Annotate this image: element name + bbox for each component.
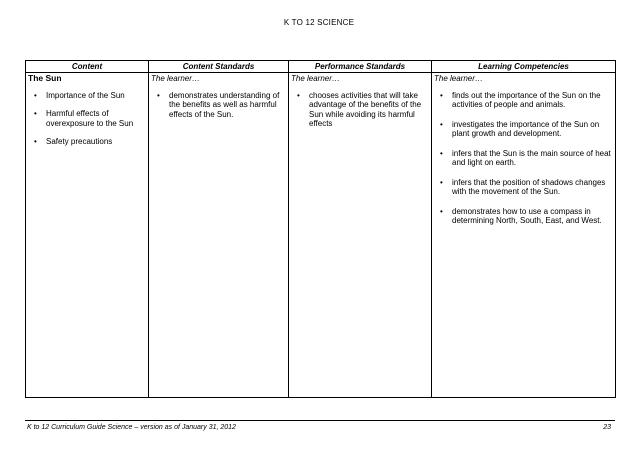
list-item: • finds out the importance of the Sun on the activities of people and animals. [434, 91, 613, 110]
footer-divider [25, 420, 615, 421]
page-header-title: K TO 12 SCIENCE [283, 18, 355, 27]
footer-version-note: K to 12 Curriculum Guide Science – version as of January 31, 2012 [27, 424, 236, 431]
table-row [26, 73, 616, 398]
performance-standards-cell [289, 73, 432, 398]
learning-competencies-list [434, 91, 613, 226]
list-item: • infers that the position of shadows changes with the movement of the Sun. [434, 178, 613, 197]
learning-competencies-cell [432, 73, 616, 398]
table-header-row [26, 61, 616, 73]
list-item: • chooses activities that will take advantage of the benefits of the Sun while avoiding its harmful effects [291, 91, 429, 129]
list-item: • infers that the Sun is the main source of heat and light on earth. [434, 149, 613, 168]
list-item: • Importance of the Sun [28, 91, 146, 101]
list-item: • investigates the importance of the Sun on plant growth and development. [434, 120, 613, 139]
content-list [28, 91, 146, 147]
list-item: • Safety precautions [28, 137, 146, 147]
learner-intro: The learner… [434, 74, 483, 83]
column-header-content-standards: Content Standards [149, 61, 289, 73]
learner-intro: The learner… [291, 74, 340, 83]
column-header-content: Content [26, 61, 149, 73]
list-item: • Harmful effects of overexposure to the Sun [28, 109, 146, 128]
list-item: • demonstrates how to use a compass in determining North, South, East, and West. [434, 207, 613, 226]
learner-intro: The learner… [151, 74, 200, 83]
topic-title: The Sun [28, 73, 62, 83]
page-number: 23 [603, 424, 611, 431]
content-standards-cell [149, 73, 289, 398]
content-cell [26, 73, 149, 398]
column-header-performance-standards: Performance Standards [289, 61, 432, 73]
curriculum-table [25, 60, 616, 398]
performance-standards-list [291, 91, 429, 129]
list-item: • demonstrates understanding of the benefits as well as harmful effects of the Sun. [151, 91, 286, 120]
column-header-learning-competencies: Learning Competencies [432, 61, 616, 73]
content-standards-list [151, 91, 286, 120]
